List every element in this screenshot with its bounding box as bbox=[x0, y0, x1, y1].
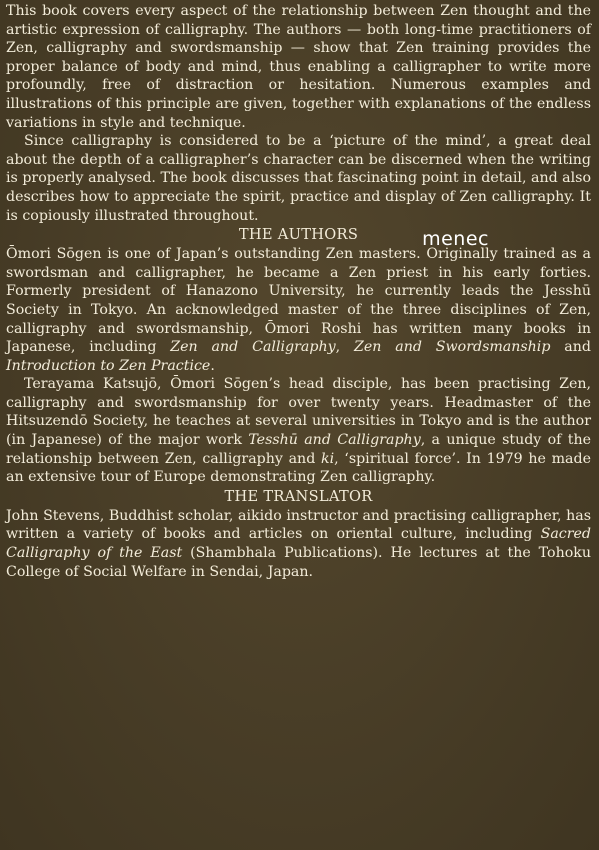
term-ki: ki bbox=[320, 450, 335, 467]
separator-text: and bbox=[550, 339, 591, 356]
book-title-zen-and-swordsmanship: Zen and Swordsmanship bbox=[353, 339, 551, 356]
book-title-tesshu-and-calligraphy: Tesshū and Calligraphy bbox=[248, 432, 421, 449]
author-terayama-text-2: , a unique study of the relationship between Zen, calligraphy and bbox=[6, 432, 591, 467]
authors-heading: THE AUTHORS bbox=[238, 226, 359, 244]
authors-heading-row bbox=[6, 225, 591, 251]
separator-text: , bbox=[335, 339, 354, 356]
translator-text: John Stevens, Buddhist scholar, aikido instructor and practising calligrapher, has written a variety of books and articles on oriental culture, including bbox=[6, 507, 591, 543]
author-terayama-paragraph bbox=[6, 375, 591, 487]
translator-text-2: (Shambhala Publications). He lectures at the Tohoku College of Social Welfare in Sendai, Japan. bbox=[6, 545, 591, 580]
translator-heading: THE TRANSLATOR bbox=[224, 487, 373, 505]
intro-paragraph-1: This book covers every aspect of the relationship between Zen thought and the artistic expression of calligraphy. The authors — both long-time practitioners of Zen, calligraphy and swordsmanship — show that Zen training provides the proper balance of body and mind, thus enabling a calligrapher to write more profoundly, free of distraction or hesitation. Numerous examples and illustrations of this principle are given, together with explanations of the endless variations in style and technique. bbox=[6, 3, 591, 131]
back-cover-text bbox=[6, 2, 591, 581]
watermark-text: menec bbox=[422, 228, 489, 251]
book-title-introduction-to-zen-practice: Introduction to Zen Practice bbox=[6, 357, 211, 374]
author-omori-text: Ōmori Sōgen is one of Japan’s outstanding Zen masters. Originally trained as a swordsman and calligrapher, he became a Zen priest in his early forties. Formerly president of Hanazono University, he currently leads the Jesshū Society in Tokyo. An acknowledged master of the three disciplines of Zen, calligraphy and swordsmanship, Ōmori Roshi has written many books in Japanese, including bbox=[6, 246, 591, 356]
translator-paragraph bbox=[6, 507, 591, 581]
author-omori-paragraph bbox=[6, 245, 591, 375]
author-terayama-text: Terayama Katsujō, Ōmori Sōgen’s head disciple, has been practising Zen, calligraphy and swordsmanship for over twenty years. Headmaster of the Hitsuzendō Society, he teaches at several universities in Tokyo and is the author (in Japanese) of the major work bbox=[6, 376, 591, 449]
period-text: . bbox=[210, 357, 215, 374]
book-title-zen-and-calligraphy: Zen and Calligraphy bbox=[170, 339, 336, 356]
book-title-sacred-calligraphy: Sacred Calligraphy of the East bbox=[6, 526, 591, 562]
author-terayama-text-3: , ‘spiritual force’. In 1979 he made an extensive tour of Europe demonstrating Zen calligraphy. bbox=[6, 450, 591, 486]
intro-paragraph-2: Since calligraphy is considered to be a ‘picture of the mind’, a great deal about the depth of a calligrapher’s character can be discerned when the writing is properly analysed. The book discusses that fascinating point in detail, and also describes how to appreciate the spirit, practice and display of Zen calligraphy. It is copiously illustrated throughout. bbox=[6, 133, 591, 224]
